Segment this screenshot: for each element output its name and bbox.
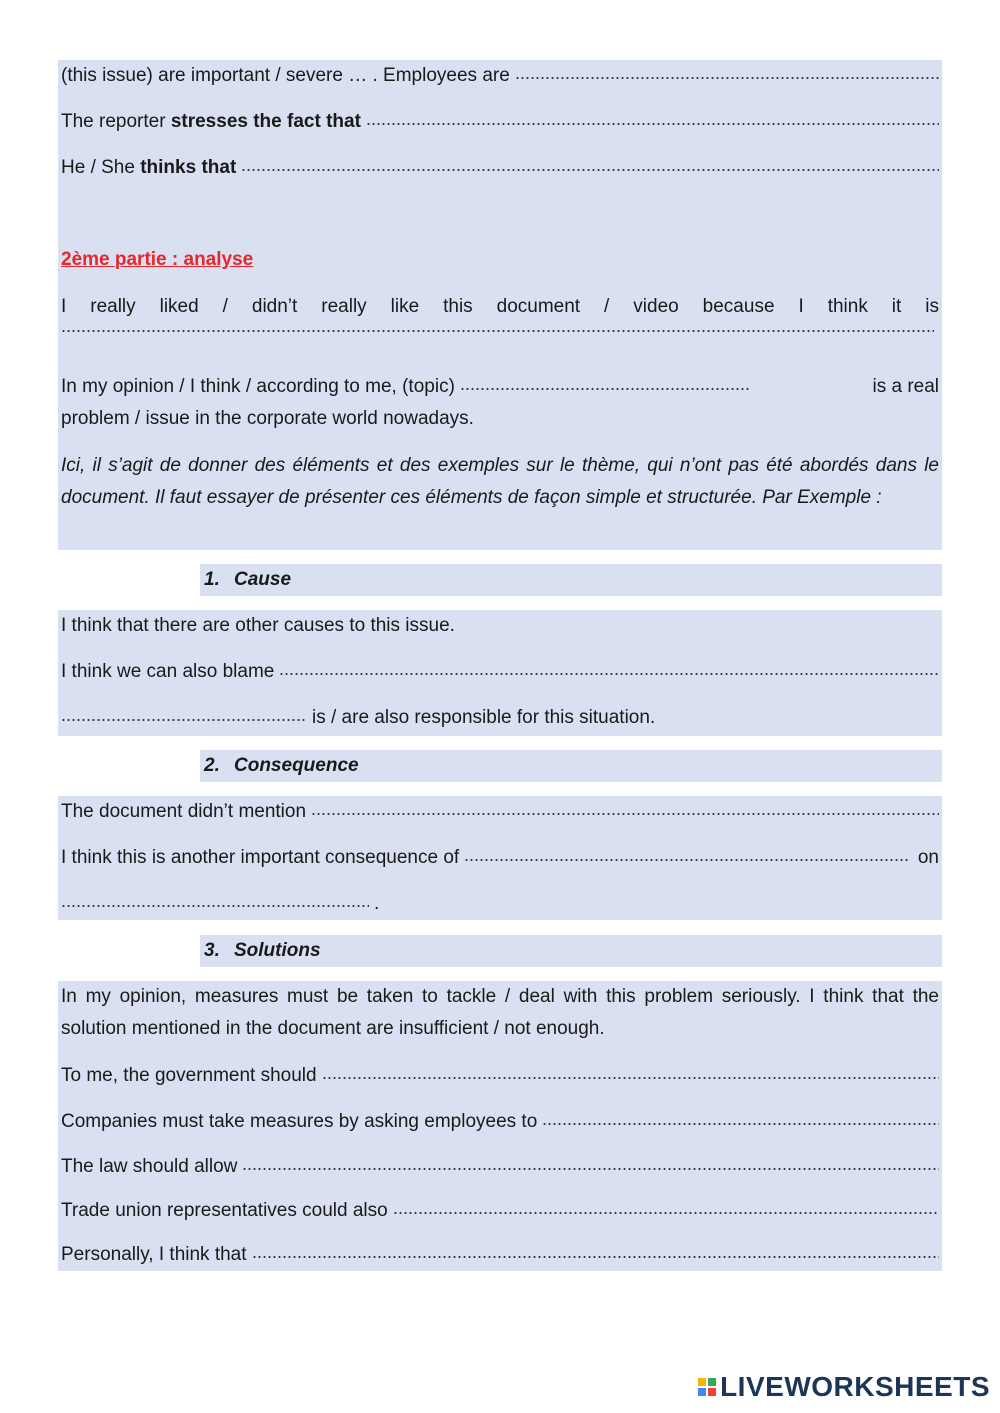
solutions-heading bbox=[200, 935, 942, 967]
line-text: The law should allow bbox=[61, 1156, 238, 1177]
line-text: To me, the government should bbox=[61, 1065, 317, 1086]
consequence-of-line bbox=[61, 846, 939, 870]
heading-text: Cause bbox=[234, 569, 292, 590]
line-text: Personally, I think that bbox=[61, 1244, 247, 1265]
liked-line: I really liked / didn’t really like this document / video because I think it is bbox=[61, 296, 939, 317]
answer-blank[interactable] bbox=[515, 75, 939, 81]
heading-number: 1. bbox=[204, 569, 220, 590]
line-text: He / She thinks that bbox=[61, 157, 237, 178]
government-line bbox=[61, 1064, 939, 1088]
cause-line1: I think that there are other causes to this issue. bbox=[61, 615, 455, 636]
brand-name: LIVEWORKSHEETS bbox=[720, 1371, 990, 1402]
answer-blank[interactable] bbox=[366, 121, 939, 127]
answer-blank[interactable] bbox=[242, 1166, 939, 1172]
consequence-blank-line bbox=[61, 892, 939, 916]
part2-section bbox=[58, 182, 942, 550]
line-text: Trade union representatives could also bbox=[61, 1200, 388, 1221]
line-text: Companies must take measures by asking employees to bbox=[61, 1111, 538, 1132]
heading-text: Consequence bbox=[234, 755, 359, 776]
answer-blank[interactable] bbox=[322, 1075, 939, 1081]
line-text: on bbox=[917, 847, 939, 868]
heading-number: 3. bbox=[204, 940, 220, 961]
answer-blank[interactable] bbox=[241, 167, 939, 173]
cause-heading bbox=[200, 564, 942, 596]
employees-line bbox=[61, 64, 939, 88]
thinks-line bbox=[61, 156, 939, 180]
answer-blank[interactable] bbox=[460, 386, 750, 392]
answer-blank[interactable] bbox=[279, 671, 939, 677]
solutions-section bbox=[58, 981, 942, 1271]
reporter-line bbox=[61, 110, 939, 134]
opinion-line2: problem / issue in the corporate world nowadays. bbox=[61, 408, 474, 429]
answer-blank[interactable] bbox=[393, 1210, 939, 1216]
mention-line bbox=[61, 800, 939, 824]
answer-blank[interactable] bbox=[252, 1254, 939, 1260]
law-line bbox=[61, 1155, 939, 1179]
cause-section bbox=[58, 610, 942, 736]
answer-blank[interactable] bbox=[61, 717, 307, 723]
consequence-section bbox=[58, 796, 942, 920]
logo-mark-icon bbox=[698, 1378, 716, 1396]
instructions-paragraph: Ici, il s’agit de donner des éléments et des exemples sur le thème, qui n’ont pas été abordés dans le document. Il faut essayer de présenter ces éléments de façon simple et structurée. Par Exemple : bbox=[61, 455, 939, 508]
personal-line bbox=[61, 1243, 939, 1267]
heading-text: Solutions bbox=[234, 940, 321, 961]
line-text: . bbox=[374, 893, 380, 914]
solutions-intro: In my opinion, measures must be taken to tackle / deal with this problem seriously. I think that the solution mentioned in the document are insufficient / not enough. bbox=[61, 986, 939, 1039]
line-text: I think this is another important consequence of bbox=[61, 847, 460, 868]
line-text: I think we can also blame bbox=[61, 661, 275, 682]
union-line bbox=[61, 1199, 939, 1223]
answer-blank[interactable] bbox=[464, 857, 910, 863]
opinion-line bbox=[61, 375, 939, 399]
part2-title: 2ème partie : analyse bbox=[61, 249, 254, 270]
answer-blank[interactable] bbox=[542, 1121, 939, 1127]
blame-line bbox=[61, 660, 939, 684]
line-text: In my opinion / I think / according to me, (topic) bbox=[61, 376, 455, 397]
line-text: The reporter stresses the fact that bbox=[61, 111, 361, 132]
liveworksheets-logo[interactable] bbox=[698, 1371, 990, 1403]
consequence-heading bbox=[200, 750, 942, 782]
liked-blank-line bbox=[61, 328, 939, 334]
line-text: is a real bbox=[872, 376, 939, 397]
line-text: The document didn’t mention bbox=[61, 801, 307, 822]
companies-line bbox=[61, 1110, 939, 1134]
line-text: is / are also responsible for this situation. bbox=[312, 707, 656, 728]
responsible-line bbox=[61, 706, 939, 730]
heading-number: 2. bbox=[204, 755, 220, 776]
line-text: (this issue) are important / severe … . Employees are bbox=[61, 65, 510, 86]
answer-blank[interactable] bbox=[61, 328, 934, 334]
answer-blank[interactable] bbox=[61, 903, 369, 909]
top-section bbox=[58, 60, 942, 182]
answer-blank[interactable] bbox=[311, 811, 939, 817]
